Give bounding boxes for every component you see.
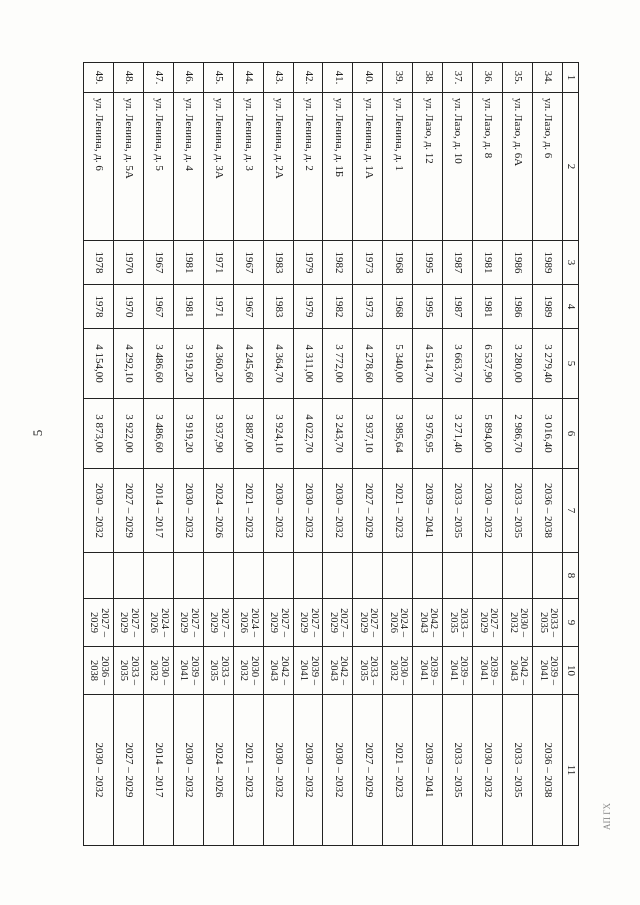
cell-c10: 2030 – 2032 (383, 647, 413, 695)
cell-c10: 2036 – 2038 (84, 647, 114, 695)
cell-c9: 2042 – 2043 (413, 599, 443, 647)
cell-c3: 1971 (203, 241, 233, 285)
cell-c11: 2021 – 2023 (383, 695, 413, 846)
cell-c8 (113, 553, 143, 599)
cell-addr: ул. Лазо, д. 10 (443, 93, 473, 241)
cell-c8 (533, 553, 563, 599)
cell-c8 (84, 553, 114, 599)
cell-c9: 2027 – 2029 (323, 599, 353, 647)
cell-c5: 3 486,60 (143, 329, 173, 399)
cell-c7: 2030 – 2032 (293, 469, 323, 553)
cell-c9: 2027 – 2029 (203, 599, 233, 647)
cell-c8 (353, 553, 383, 599)
cell-n: 36. (473, 63, 503, 93)
cell-c7: 2033 – 2035 (503, 469, 533, 553)
cell-c3: 1973 (353, 241, 383, 285)
cell-c6: 4 022,70 (293, 399, 323, 469)
cell-c7: 2030 – 2032 (84, 469, 114, 553)
cell-addr: ул. Лазо, д. 6А (503, 93, 533, 241)
cell-addr: ул. Ленина, д. 6 (84, 93, 114, 241)
cell-addr: ул. Ленина, д. 1 (383, 93, 413, 241)
cell-addr: ул. Ленина, д. 2 (293, 93, 323, 241)
cell-addr: ул. Лазо, д. 8 (473, 93, 503, 241)
table-row (173, 63, 203, 846)
cell-c9: 2024 – 2026 (233, 599, 263, 647)
cell-c11: 2030 – 2032 (323, 695, 353, 846)
cell-c8 (143, 553, 173, 599)
cell-c5: 4 360,20 (203, 329, 233, 399)
table-row (323, 63, 353, 846)
column-header-7: 7 (563, 469, 579, 553)
table-row (383, 63, 413, 846)
cell-n: 45. (203, 63, 233, 93)
cell-c4: 1981 (473, 285, 503, 329)
column-header-8: 8 (563, 553, 579, 599)
housing-repair-schedule-table (83, 62, 579, 846)
cell-addr: ул. Ленина, д. 5А (113, 93, 143, 241)
table-row (443, 63, 473, 846)
cell-c5: 4 311,00 (293, 329, 323, 399)
table-row (413, 63, 443, 846)
cell-c9: 2030 – 2032 (503, 599, 533, 647)
cell-c6: 3 873,00 (84, 399, 114, 469)
table-row (473, 63, 503, 846)
cell-n: 39. (383, 63, 413, 93)
table-row (353, 63, 383, 846)
cell-c10: 2033 – 2035 (203, 647, 233, 695)
cell-n: 43. (263, 63, 293, 93)
cell-c6: 3 016,40 (533, 399, 563, 469)
cell-c10: 2039 – 2041 (293, 647, 323, 695)
cell-c11: 2030 – 2032 (84, 695, 114, 846)
cell-c5: 4 514,70 (413, 329, 443, 399)
page-number: 5 (30, 429, 45, 437)
cell-c9: 2027 – 2029 (113, 599, 143, 647)
cell-c11: 2027 – 2029 (353, 695, 383, 846)
cell-addr: ул. Ленина, д. 5 (143, 93, 173, 241)
footer-mark: АП ГХ (602, 803, 612, 830)
cell-c3: 1982 (323, 241, 353, 285)
cell-c3: 1979 (293, 241, 323, 285)
cell-c10: 2039 – 2041 (473, 647, 503, 695)
cell-c6: 3 985,64 (383, 399, 413, 469)
table-row (263, 63, 293, 846)
cell-c3: 1983 (263, 241, 293, 285)
cell-c6: 3 271,40 (443, 399, 473, 469)
cell-c5: 4 364,70 (263, 329, 293, 399)
cell-c9: 2027 – 2029 (84, 599, 114, 647)
cell-c4: 1981 (173, 285, 203, 329)
cell-c7: 2036 – 2038 (533, 469, 563, 553)
cell-c11: 2021 – 2023 (233, 695, 263, 846)
cell-c11: 2036 – 2038 (533, 695, 563, 846)
cell-c9: 2033 – 2035 (533, 599, 563, 647)
cell-c5: 3 772,00 (323, 329, 353, 399)
cell-c8 (503, 553, 533, 599)
cell-n: 35. (503, 63, 533, 93)
cell-c11: 2030 – 2032 (173, 695, 203, 846)
cell-c7: 2021 – 2023 (383, 469, 413, 553)
cell-c5: 3 280,00 (503, 329, 533, 399)
table-row (293, 63, 323, 846)
cell-n: 48. (113, 63, 143, 93)
cell-c10: 2039 – 2041 (413, 647, 443, 695)
cell-n: 41. (323, 63, 353, 93)
table-body (84, 63, 563, 846)
cell-c3: 1981 (173, 241, 203, 285)
cell-n: 38. (413, 63, 443, 93)
cell-c3: 1989 (533, 241, 563, 285)
cell-c4: 1995 (413, 285, 443, 329)
cell-c7: 2033 – 2035 (443, 469, 473, 553)
cell-c9: 2027 – 2029 (173, 599, 203, 647)
cell-c11: 2030 – 2032 (263, 695, 293, 846)
table-row (113, 63, 143, 846)
cell-c9: 2033 – 2035 (443, 599, 473, 647)
cell-c3: 1981 (473, 241, 503, 285)
table-row (143, 63, 173, 846)
cell-c6: 2 986,70 (503, 399, 533, 469)
cell-c4: 1986 (503, 285, 533, 329)
cell-c6: 3 976,95 (413, 399, 443, 469)
cell-c5: 4 245,60 (233, 329, 263, 399)
cell-c10: 2033 – 2035 (113, 647, 143, 695)
cell-c9: 2027 – 2029 (353, 599, 383, 647)
cell-c3: 1967 (143, 241, 173, 285)
cell-c5: 4 292,10 (113, 329, 143, 399)
table-header-row (563, 63, 579, 846)
column-header-1: 1 (563, 63, 579, 93)
cell-c5: 3 279,40 (533, 329, 563, 399)
cell-c9: 2024 – 2026 (383, 599, 413, 647)
cell-n: 40. (353, 63, 383, 93)
column-header-6: 6 (563, 399, 579, 469)
cell-c4: 1968 (383, 285, 413, 329)
cell-addr: ул. Ленина, д. 1А (353, 93, 383, 241)
cell-c4: 1979 (293, 285, 323, 329)
cell-addr: ул. Ленина, д. 3А (203, 93, 233, 241)
cell-c8 (443, 553, 473, 599)
cell-c7: 2039 – 2041 (413, 469, 443, 553)
cell-c11: 2039 – 2041 (413, 695, 443, 846)
table-row (84, 63, 114, 846)
cell-c7: 2024 – 2026 (203, 469, 233, 553)
cell-c10: 2039 – 2041 (533, 647, 563, 695)
cell-c3: 1986 (503, 241, 533, 285)
table-row (233, 63, 263, 846)
cell-c9: 2024 – 2026 (143, 599, 173, 647)
cell-c11: 2024 – 2026 (203, 695, 233, 846)
cell-c6: 3 243,70 (323, 399, 353, 469)
cell-c6: 5 894,00 (473, 399, 503, 469)
cell-c8 (323, 553, 353, 599)
cell-c6: 3 937,90 (203, 399, 233, 469)
cell-c6: 3 919,20 (173, 399, 203, 469)
cell-c4: 1983 (263, 285, 293, 329)
table-row (503, 63, 533, 846)
cell-c3: 1978 (84, 241, 114, 285)
column-header-3: 3 (563, 241, 579, 285)
cell-c9: 2027 – 2029 (473, 599, 503, 647)
cell-c4: 1973 (353, 285, 383, 329)
cell-addr: ул. Лазо, д. 12 (413, 93, 443, 241)
cell-c5: 4 278,60 (353, 329, 383, 399)
cell-c5: 3 919,20 (173, 329, 203, 399)
cell-c7: 2030 – 2032 (323, 469, 353, 553)
cell-c7: 2027 – 2029 (353, 469, 383, 553)
cell-c6: 3 924,10 (263, 399, 293, 469)
cell-c8 (473, 553, 503, 599)
cell-c8 (413, 553, 443, 599)
cell-c6: 3 937,10 (353, 399, 383, 469)
cell-c8 (203, 553, 233, 599)
cell-c6: 3 486,60 (143, 399, 173, 469)
cell-c3: 1987 (443, 241, 473, 285)
cell-c4: 1970 (113, 285, 143, 329)
column-header-9: 9 (563, 599, 579, 647)
cell-c10: 2030 – 2032 (143, 647, 173, 695)
cell-n: 34. (533, 63, 563, 93)
table-container (83, 62, 579, 845)
cell-c4: 1987 (443, 285, 473, 329)
cell-c6: 3 922,00 (113, 399, 143, 469)
cell-addr: ул. Ленина, д. 2А (263, 93, 293, 241)
cell-n: 47. (143, 63, 173, 93)
cell-c8 (293, 553, 323, 599)
cell-c7: 2030 – 2032 (473, 469, 503, 553)
cell-c3: 1995 (413, 241, 443, 285)
cell-n: 37. (443, 63, 473, 93)
cell-n: 49. (84, 63, 114, 93)
cell-addr: ул. Ленина, д. 3 (233, 93, 263, 241)
cell-c4: 1989 (533, 285, 563, 329)
cell-c10: 2030 – 2032 (233, 647, 263, 695)
cell-c7: 2027 – 2029 (113, 469, 143, 553)
table-row (203, 63, 233, 846)
cell-c5: 3 663,70 (443, 329, 473, 399)
cell-c4: 1967 (143, 285, 173, 329)
cell-c10: 2042 – 2043 (263, 647, 293, 695)
cell-c7: 2021 – 2023 (233, 469, 263, 553)
cell-c9: 2027 – 2029 (263, 599, 293, 647)
cell-c3: 1967 (233, 241, 263, 285)
cell-c10: 2042 – 2043 (503, 647, 533, 695)
table-row (533, 63, 563, 846)
cell-c5: 4 154,00 (84, 329, 114, 399)
cell-c11: 2030 – 2032 (473, 695, 503, 846)
cell-n: 46. (173, 63, 203, 93)
cell-c10: 2042 – 2043 (323, 647, 353, 695)
cell-c8 (383, 553, 413, 599)
cell-c10: 2039 – 2041 (443, 647, 473, 695)
cell-c5: 5 340,00 (383, 329, 413, 399)
cell-c11: 2014 – 2017 (143, 695, 173, 846)
cell-c4: 1982 (323, 285, 353, 329)
cell-c7: 2030 – 2032 (263, 469, 293, 553)
cell-c7: 2030 – 2032 (173, 469, 203, 553)
cell-c8 (233, 553, 263, 599)
column-header-4: 4 (563, 285, 579, 329)
cell-c5: 6 537,90 (473, 329, 503, 399)
cell-addr: ул. Ленина, д. 4 (173, 93, 203, 241)
cell-c4: 1971 (203, 285, 233, 329)
cell-c4: 1978 (84, 285, 114, 329)
column-header-2: 2 (563, 93, 579, 241)
cell-c9: 2027 – 2029 (293, 599, 323, 647)
cell-c6: 3 887,00 (233, 399, 263, 469)
cell-c11: 2033 – 2035 (443, 695, 473, 846)
cell-c10: 2033 – 2035 (353, 647, 383, 695)
cell-c7: 2014 – 2017 (143, 469, 173, 553)
cell-c8 (263, 553, 293, 599)
cell-c11: 2027 – 2029 (113, 695, 143, 846)
column-header-11: 11 (563, 695, 579, 846)
cell-c4: 1967 (233, 285, 263, 329)
cell-c8 (173, 553, 203, 599)
cell-addr: ул. Ленина, д. 1Б (323, 93, 353, 241)
cell-c11: 2033 – 2035 (503, 695, 533, 846)
column-header-10: 10 (563, 647, 579, 695)
cell-n: 42. (293, 63, 323, 93)
column-header-5: 5 (563, 329, 579, 399)
cell-c11: 2030 – 2032 (293, 695, 323, 846)
cell-c10: 2039 – 2041 (173, 647, 203, 695)
cell-n: 44. (233, 63, 263, 93)
cell-c3: 1968 (383, 241, 413, 285)
cell-c3: 1970 (113, 241, 143, 285)
cell-addr: ул. Лазо, д. 6 (533, 93, 563, 241)
